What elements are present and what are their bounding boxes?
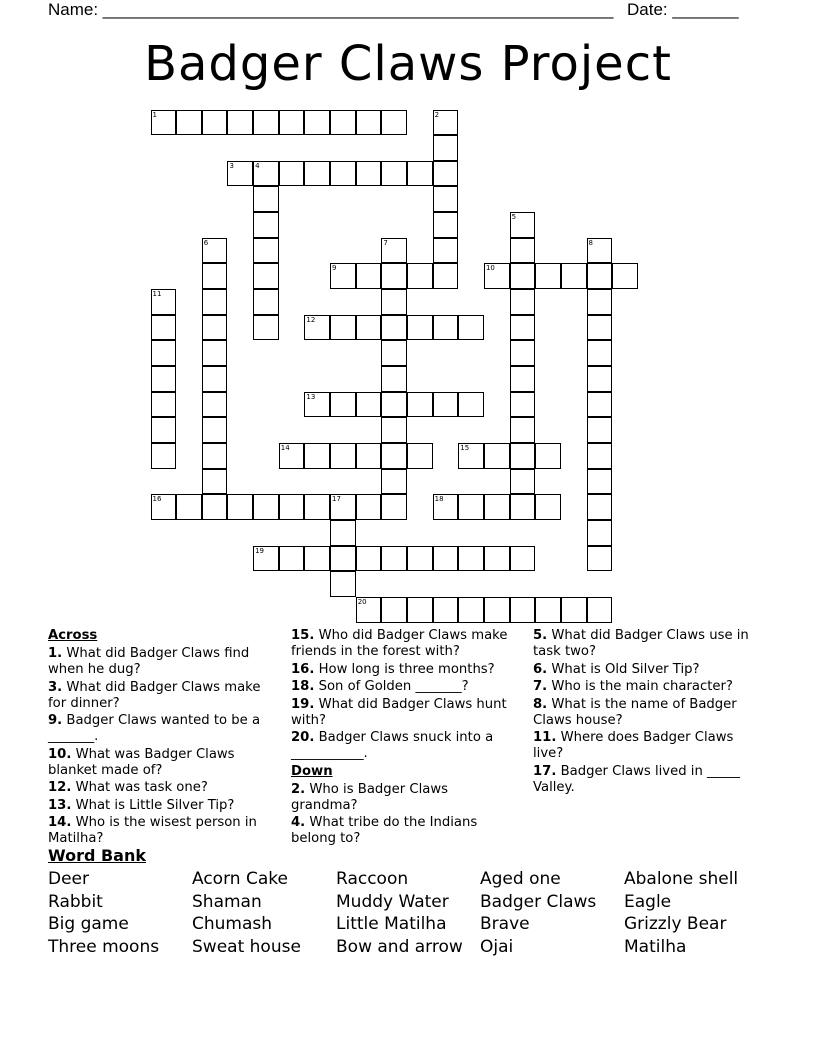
grid-cell[interactable] bbox=[381, 238, 407, 264]
clue-across-9: 9. Badger Claws wanted to be a _______. bbox=[48, 713, 261, 744]
grid-cell[interactable] bbox=[227, 110, 253, 136]
grid-cell[interactable] bbox=[510, 366, 536, 392]
grid-cell[interactable] bbox=[330, 315, 356, 341]
grid-cell[interactable] bbox=[304, 315, 330, 341]
grid-cell[interactable] bbox=[407, 392, 433, 418]
grid-cell[interactable] bbox=[151, 289, 177, 315]
grid-cell[interactable] bbox=[151, 315, 177, 341]
grid-cell[interactable] bbox=[253, 289, 279, 315]
clue-across-12: 12. What was task one? bbox=[48, 780, 208, 795]
grid-cell[interactable] bbox=[510, 417, 536, 443]
grid-cell[interactable] bbox=[202, 392, 228, 418]
grid-cell[interactable] bbox=[304, 110, 330, 136]
clue-across-13: 13. What is Little Silver Tip? bbox=[48, 797, 235, 813]
grid-cell[interactable] bbox=[587, 340, 613, 366]
grid-cell[interactable] bbox=[202, 417, 228, 443]
clue-number: 20 bbox=[357, 597, 367, 606]
clue-number: 9 bbox=[332, 264, 337, 273]
clues-column-1 bbox=[48, 628, 263, 849]
grid-cell[interactable] bbox=[279, 546, 305, 572]
grid-cell[interactable] bbox=[356, 392, 382, 418]
word-bank-item: Eagle bbox=[624, 891, 672, 912]
grid-cell[interactable] bbox=[587, 443, 613, 469]
grid-cell[interactable] bbox=[356, 263, 382, 289]
grid-cell[interactable] bbox=[381, 340, 407, 366]
clue-number: 4 bbox=[255, 161, 260, 170]
grid-cell[interactable] bbox=[202, 263, 228, 289]
clue-down-8: 8. What is the name of Badger Claws house? bbox=[533, 696, 737, 728]
grid-cell[interactable] bbox=[433, 161, 459, 187]
grid-cell[interactable] bbox=[407, 161, 433, 187]
grid-cell[interactable] bbox=[381, 289, 407, 315]
grid-cell[interactable] bbox=[253, 161, 279, 187]
grid-cell[interactable] bbox=[587, 392, 613, 418]
grid-cell[interactable] bbox=[587, 469, 613, 495]
grid-cell[interactable] bbox=[510, 443, 536, 469]
word-bank-item: Little Matilha bbox=[336, 914, 447, 935]
grid-cell[interactable] bbox=[458, 494, 484, 520]
clues-column-3 bbox=[533, 628, 758, 797]
grid-cell[interactable] bbox=[279, 443, 305, 469]
grid-cell[interactable] bbox=[458, 443, 484, 469]
grid-cell[interactable] bbox=[381, 110, 407, 136]
grid-cell[interactable] bbox=[381, 417, 407, 443]
grid-cell[interactable] bbox=[407, 315, 433, 341]
grid-cell[interactable] bbox=[433, 212, 459, 238]
grid-cell[interactable] bbox=[484, 546, 510, 572]
grid-cell[interactable] bbox=[202, 110, 228, 136]
down-heading: Down bbox=[291, 763, 333, 779]
grid-cell[interactable] bbox=[381, 315, 407, 341]
grid-cell[interactable] bbox=[433, 135, 459, 161]
grid-cell[interactable] bbox=[535, 443, 561, 469]
word-bank-item: Acorn Cake bbox=[192, 869, 288, 889]
grid-cell[interactable] bbox=[330, 443, 356, 469]
word-bank-item: Rabbit bbox=[48, 891, 103, 912]
clue-number: 8 bbox=[588, 238, 594, 247]
grid-cell[interactable] bbox=[151, 494, 177, 520]
word-bank-item: Deer bbox=[48, 869, 89, 889]
grid-cell[interactable] bbox=[356, 110, 382, 136]
word-bank-item: Chumash bbox=[192, 914, 273, 935]
clue-number: 16 bbox=[152, 495, 162, 504]
grid-cell[interactable] bbox=[510, 315, 536, 341]
clue-number: 1 bbox=[152, 110, 157, 119]
grid-cell[interactable] bbox=[356, 161, 382, 187]
word-bank-item: Big game bbox=[48, 914, 129, 935]
word-bank-item: Shaman bbox=[192, 891, 262, 912]
clue-number: 15 bbox=[460, 443, 470, 452]
grid-cell[interactable] bbox=[304, 392, 330, 418]
clue-across-3: 3. What did Badger Claws make for dinner? bbox=[48, 679, 261, 711]
grid-cell[interactable] bbox=[535, 597, 561, 623]
grid-cell[interactable] bbox=[202, 340, 228, 366]
clue-number: 14 bbox=[280, 443, 290, 452]
grid-cell[interactable] bbox=[561, 597, 587, 623]
grid-cell[interactable] bbox=[381, 366, 407, 392]
grid-cell[interactable] bbox=[253, 263, 279, 289]
grid-cell[interactable] bbox=[176, 494, 202, 520]
grid-cell[interactable] bbox=[458, 392, 484, 418]
clue-number: 19 bbox=[255, 546, 265, 555]
word-bank bbox=[48, 868, 768, 958]
grid-cell[interactable] bbox=[304, 443, 330, 469]
name-line[interactable]: Name: ______________________________________________________ bbox=[48, 0, 614, 19]
grid-cell[interactable] bbox=[458, 597, 484, 623]
grid-cell[interactable] bbox=[356, 443, 382, 469]
word-bank-item: Matilha bbox=[624, 936, 687, 957]
grid-cell[interactable] bbox=[510, 238, 536, 264]
grid-cell[interactable] bbox=[253, 110, 279, 136]
clue-down-7: 7. Who is the main character? bbox=[533, 679, 733, 694]
grid-cell[interactable] bbox=[151, 392, 177, 418]
grid-cell[interactable] bbox=[433, 110, 459, 136]
word-bank-item: Ojai bbox=[480, 936, 514, 957]
grid-cell[interactable] bbox=[510, 392, 536, 418]
grid-cell[interactable] bbox=[510, 289, 536, 315]
clue-across-1: 1. What did Badger Claws find when he dug? bbox=[48, 646, 250, 677]
grid-cell[interactable] bbox=[304, 161, 330, 187]
clue-number: 12 bbox=[306, 315, 316, 324]
clue-number: 7 bbox=[383, 238, 388, 247]
grid-cell[interactable] bbox=[587, 417, 613, 443]
grid-cell[interactable] bbox=[330, 494, 356, 520]
grid-cell[interactable] bbox=[510, 546, 536, 572]
clue-down-17: 17. Badger Claws lived in _____ Valley. bbox=[533, 763, 740, 795]
word-bank-item: Aged one bbox=[480, 869, 561, 889]
clue-down-4: 4. What tribe do the Indians belong to? bbox=[291, 815, 478, 846]
grid-cell[interactable] bbox=[356, 546, 382, 572]
grid-cell[interactable] bbox=[356, 597, 382, 623]
grid-cell[interactable] bbox=[151, 366, 177, 392]
grid-cell[interactable] bbox=[330, 263, 356, 289]
clues-column-2 bbox=[291, 628, 513, 849]
grid-cell[interactable] bbox=[612, 263, 638, 289]
clue-across-10: 10. What was Badger Claws blanket made of? bbox=[48, 746, 235, 778]
grid-cell[interactable] bbox=[330, 520, 356, 546]
grid-cell[interactable] bbox=[587, 366, 613, 392]
clue-number: 11 bbox=[152, 290, 162, 299]
grid-cell[interactable] bbox=[484, 263, 510, 289]
grid-cell[interactable] bbox=[510, 597, 536, 623]
clue-number: 5 bbox=[511, 213, 517, 222]
word-bank-item: Three moons bbox=[48, 936, 160, 957]
grid-cell[interactable] bbox=[381, 263, 407, 289]
grid-cell[interactable] bbox=[587, 520, 613, 546]
grid-cell[interactable] bbox=[304, 546, 330, 572]
grid-cell[interactable] bbox=[253, 238, 279, 264]
word-bank-item: Bow and arrow bbox=[336, 936, 463, 957]
grid-cell[interactable] bbox=[587, 546, 613, 572]
grid-cell[interactable] bbox=[433, 263, 459, 289]
grid-cell[interactable] bbox=[484, 443, 510, 469]
grid-cell[interactable] bbox=[279, 161, 305, 187]
grid-cell[interactable] bbox=[407, 597, 433, 623]
clue-number: 13 bbox=[306, 392, 316, 401]
grid-cell[interactable] bbox=[484, 494, 510, 520]
word-bank-item: Sweat house bbox=[192, 936, 301, 957]
grid-cell[interactable] bbox=[202, 443, 228, 469]
grid-cell[interactable] bbox=[407, 546, 433, 572]
grid-cell[interactable] bbox=[535, 263, 561, 289]
clue-number: 17 bbox=[332, 495, 341, 504]
grid-cell[interactable] bbox=[458, 315, 484, 341]
word-bank-item: Brave bbox=[480, 914, 530, 935]
grid-cell[interactable] bbox=[202, 366, 228, 392]
grid-cell[interactable] bbox=[381, 443, 407, 469]
grid-cell[interactable] bbox=[433, 494, 459, 520]
grid-cell[interactable] bbox=[356, 494, 382, 520]
word-bank-heading: Word Bank bbox=[48, 846, 147, 865]
grid-cell[interactable] bbox=[151, 110, 177, 136]
grid-cell[interactable] bbox=[433, 238, 459, 264]
clue-across-14: 14. Who is the wisest person in Matilha? bbox=[48, 815, 257, 846]
grid-cell[interactable] bbox=[202, 289, 228, 315]
grid-cell[interactable] bbox=[561, 263, 587, 289]
across-heading: Across bbox=[48, 628, 98, 643]
grid-cell[interactable] bbox=[202, 238, 228, 264]
grid-cell[interactable] bbox=[202, 469, 228, 495]
grid-cell[interactable] bbox=[330, 546, 356, 572]
grid-cell[interactable] bbox=[227, 494, 253, 520]
word-bank-item: Badger Claws bbox=[480, 891, 597, 912]
grid-cell[interactable] bbox=[381, 546, 407, 572]
clue-across-15: 15. Who did Badger Claws make friends in the forest with? bbox=[291, 628, 508, 659]
clue-number: 3 bbox=[229, 161, 234, 170]
grid-cell[interactable] bbox=[587, 289, 613, 315]
grid-cell[interactable] bbox=[587, 597, 613, 623]
grid-cell[interactable] bbox=[151, 443, 177, 469]
grid-cell[interactable] bbox=[458, 546, 484, 572]
word-bank-item: Raccoon bbox=[336, 869, 409, 889]
grid-cell[interactable] bbox=[304, 494, 330, 520]
grid-cell[interactable] bbox=[587, 494, 613, 520]
grid-cell[interactable] bbox=[433, 315, 459, 341]
grid-cell[interactable] bbox=[381, 392, 407, 418]
grid-cell[interactable] bbox=[433, 392, 459, 418]
grid-cell[interactable] bbox=[510, 469, 536, 495]
clue-down-2: 2. Who is Badger Claws grandma? bbox=[291, 781, 448, 813]
clue-down-5: 5. What did Badger Claws use in task two? bbox=[533, 628, 749, 659]
grid-cell[interactable] bbox=[253, 494, 279, 520]
grid-cell[interactable] bbox=[381, 161, 407, 187]
grid-cell[interactable] bbox=[279, 494, 305, 520]
word-bank-item: Grizzly Bear bbox=[624, 914, 727, 935]
grid-cell[interactable] bbox=[381, 469, 407, 495]
clue-number: 6 bbox=[203, 238, 209, 247]
clue-number: 2 bbox=[434, 110, 440, 119]
clue-down-11: 11. Where does Badger Claws live? bbox=[533, 730, 734, 761]
word-bank-item: Muddy Water bbox=[336, 891, 449, 912]
grid-cell[interactable] bbox=[510, 212, 536, 238]
grid-cell[interactable] bbox=[381, 494, 407, 520]
grid-cell[interactable] bbox=[484, 597, 510, 623]
grid-cell[interactable] bbox=[587, 315, 613, 341]
clue-across-20: 20. Badger Claws snuck into a ___________. bbox=[291, 730, 494, 761]
grid-cell[interactable] bbox=[202, 494, 228, 520]
grid-cell[interactable] bbox=[407, 263, 433, 289]
clue-across-18: 18. Son of Golden _______? bbox=[291, 679, 469, 694]
grid-cell[interactable] bbox=[433, 597, 459, 623]
grid-cell[interactable] bbox=[587, 263, 613, 289]
grid-cell[interactable] bbox=[510, 494, 536, 520]
date-line[interactable]: Date: _______ bbox=[627, 0, 739, 19]
grid-cell[interactable] bbox=[176, 110, 202, 136]
grid-cell[interactable] bbox=[510, 263, 536, 289]
grid-cell[interactable] bbox=[202, 315, 228, 341]
word-bank-item: Abalone shell bbox=[624, 869, 739, 889]
grid-cell[interactable] bbox=[381, 597, 407, 623]
grid-cell[interactable] bbox=[253, 546, 279, 572]
clue-across-19: 19. What did Badger Claws hunt with? bbox=[291, 696, 507, 728]
grid-cell[interactable] bbox=[279, 110, 305, 136]
page-title: Badger Claws Project bbox=[144, 36, 672, 92]
grid-cell[interactable] bbox=[151, 340, 177, 366]
grid-cell[interactable] bbox=[407, 443, 433, 469]
grid-cell[interactable] bbox=[433, 186, 459, 212]
grid-cell[interactable] bbox=[151, 417, 177, 443]
grid-cell[interactable] bbox=[253, 212, 279, 238]
grid-cell[interactable] bbox=[587, 238, 613, 264]
grid-cell[interactable] bbox=[253, 186, 279, 212]
grid-cell[interactable] bbox=[330, 571, 356, 597]
grid-cell[interactable] bbox=[330, 161, 356, 187]
clue-number: 10 bbox=[485, 264, 495, 273]
grid-cell[interactable] bbox=[330, 392, 356, 418]
grid-cell[interactable] bbox=[227, 161, 253, 187]
grid-cell[interactable] bbox=[535, 494, 561, 520]
clue-across-16: 16. How long is three months? bbox=[291, 661, 495, 677]
grid-cell[interactable] bbox=[433, 546, 459, 572]
grid-cell[interactable] bbox=[330, 110, 356, 136]
grid-cell[interactable] bbox=[253, 315, 279, 341]
clue-number: 18 bbox=[434, 495, 444, 504]
grid-cell[interactable] bbox=[356, 315, 382, 341]
clue-down-6: 6. What is Old Silver Tip? bbox=[533, 661, 700, 677]
grid-cell[interactable] bbox=[510, 340, 536, 366]
